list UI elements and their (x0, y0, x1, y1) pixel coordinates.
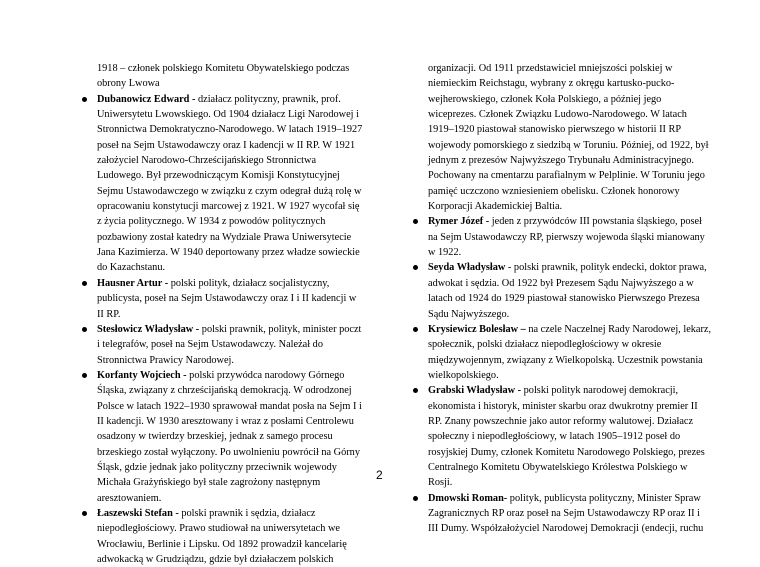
bullet-icon (413, 219, 418, 224)
left-column (97, 61, 365, 567)
entry-text: polski prawnik, polityk, minister poczt i telegrafów, poseł na Sejm Ustawodawczy. Należał do Stronnictwa Prawicy Narodowej. (97, 323, 362, 366)
entry-name: Łaszewski Stefan - (97, 507, 179, 519)
entry-name: Hausner Artur - (97, 277, 169, 289)
entry-name: Korfanty Wojciech - (97, 369, 187, 381)
entry-text: działacz polityczny, prawnik, prof. Uniwersytetu Lwowskiego. Od 1904 działacz Ligi Narodowej i Stronnictwa Demokratyczno-Narodowego. W latach 1919–1927 poseł na Sejm Ustawodawczy oraz I kadencji w II RP. W 1921 założyciel Narodowo-Chrześcijańskiego Stronnictwa Ludowego. Był przewodniczącym Komisji Konstytucyjnej Sejmu Ustawodawczego w związku z czym odegrał dużą rolę w opracowaniu konstytucji marcowej z 1921. W 1927 wycofał się z życia politycznego. W 1934 z powodów politycznych pozbawiony został katedry na Wydziale Prawa Uniwersytecie Jana Kazimierza. W 1940 deportowany przez władze sowieckie do Kazachstanu. (97, 93, 363, 274)
page-number: 2 (376, 468, 383, 482)
list-item (97, 506, 365, 567)
right-column (428, 61, 712, 537)
bullet-icon (82, 511, 87, 516)
entry-name: Stesłowicz Władysław - (97, 323, 200, 335)
right-entry-list (428, 214, 712, 536)
entry-text: jeden z przywódców III powstania śląskiego, poseł na Sejm Ustawodawczy RP, pierwszy wojewoda śląski mianowany w 1922. (428, 216, 705, 259)
bullet-icon (82, 97, 87, 102)
list-item (97, 276, 365, 322)
entry-text: polski prawnik i sędzia, działacz niepodległościowy. Prawo studiował na uniwersytetach we Wrocławiu, Berlinie i Lipsku. Od 1892 prowadził kancelarię adwokacką w Grudziądzu, gdzie był działaczem polskich (97, 507, 347, 565)
bullet-icon (82, 373, 87, 378)
entry-text: polski polityk, działacz socjalistyczny, publicysta, poseł na Sejm Ustawodawczy oraz I i II kadencji w II RP. (97, 277, 357, 320)
bullet-icon (413, 265, 418, 270)
list-item (428, 491, 712, 537)
list-item (97, 92, 365, 276)
entry-text: na czele Naczelnej Rady Narodowej, lekarz, społecznik, polski działacz niepodległościowy w okresie międzywojennym, związany z Wielkopolską. Uczestnik powstania wielkopolskiego. (428, 323, 712, 381)
list-item (428, 260, 712, 321)
entry-name: Krysiewicz Bolesław – (428, 323, 526, 335)
entry-text: - polski prawnik, polityk endecki, doktor prawa, adwokat i sędzia. Od 1922 był Prezesem Sądu Najwyższego a w latach od 1924 do 1929 piastował stanowisko Pierwszego Prezesa Sądu Najwyższego. (428, 262, 707, 320)
bullet-icon (413, 496, 418, 501)
list-item (428, 383, 712, 490)
left-continuation-text: 1918 – członek polskiego Komitetu Obywatelskiego podczas obrony Lwowa (97, 63, 350, 90)
list-item (97, 322, 365, 368)
list-item (428, 322, 712, 383)
entry-text: polski polityk narodowej demokracji, ekonomista i historyk, minister skarbu oraz dwukrotny premier II RP. Znany powszechnie jako autor reformy walutowej. Działacz społeczny i niepodległościowy, w latach 1905–1912 poseł do rosyjskiej Dumy, członek Komitetu Narodowego Polskiego, prezes Centralnego Komitetu Obywatelskiego Królestwa Polskiego w Rosji. (428, 385, 705, 489)
bullet-icon (413, 388, 418, 393)
entry-name: Dmowski Roman- (428, 492, 508, 504)
entry-text: polski przywódca narodowy Górnego Śląska, związany z chrześcijańską demokracją. W odrodzonej Polsce w latach 1922–1930 sprawował mandat posła na Sejm I i II kadencji. W 1930 aresztowany i wraz z posłami Centrolewu osadzony w twierdzy brzeskiej, jednak z samego procesu brzeskiego został wyłączony. Po uwolnieniu powrócił na Górny Śląsk, gdzie jednak jako polityczny przeciwnik wojewody Michała Grażyńskiego był stale zagrożony następnym aresztowaniem. (97, 369, 362, 504)
entry-name: Seyda Władysław (428, 262, 506, 274)
bullet-icon (82, 327, 87, 332)
right-continuation-text: organizacji. Od 1911 przedstawiciel mniejszości polskiej w niemieckim Reichstagu, wybrany z okręgu kartusko-pucko-wejherowskiego, członek Koła Polskiego, a później jego wiceprezes. Członek Związku Ludowo-Narodowego. W latach 1919–1920 piastował stanowisko pierwszego w historii II RP wojewody pomorskiego z siedzibą w Toruniu. Później, od 1922, był jednym z prezesów Najwyższego Trybunału Administracyjnego. Pochowany na cmentarzu parafialnym w Pelplinie. W Toruniu jego pamięć uczczono wzniesieniem obelisku. Członek honorowy Korporacji Akademickiej Baltia. (428, 63, 709, 213)
entry-name: Grabski Władysław - (428, 385, 522, 397)
list-item (97, 368, 365, 506)
bullet-icon (82, 281, 87, 286)
entry-name: Rymer Józef - (428, 216, 490, 228)
entry-text: polityk, publicysta polityczny, Minister Spraw Zagranicznych RP oraz poseł na Sejm Ustawodawczy RP oraz II i III Dumy. Współzałożyciel Narodowej Demokracji (endecji, ruchu (428, 492, 704, 535)
left-entry-list (97, 92, 365, 567)
entry-name: Dubanowicz Edward - (97, 93, 196, 105)
list-item (428, 214, 712, 260)
bullet-icon (413, 327, 418, 332)
